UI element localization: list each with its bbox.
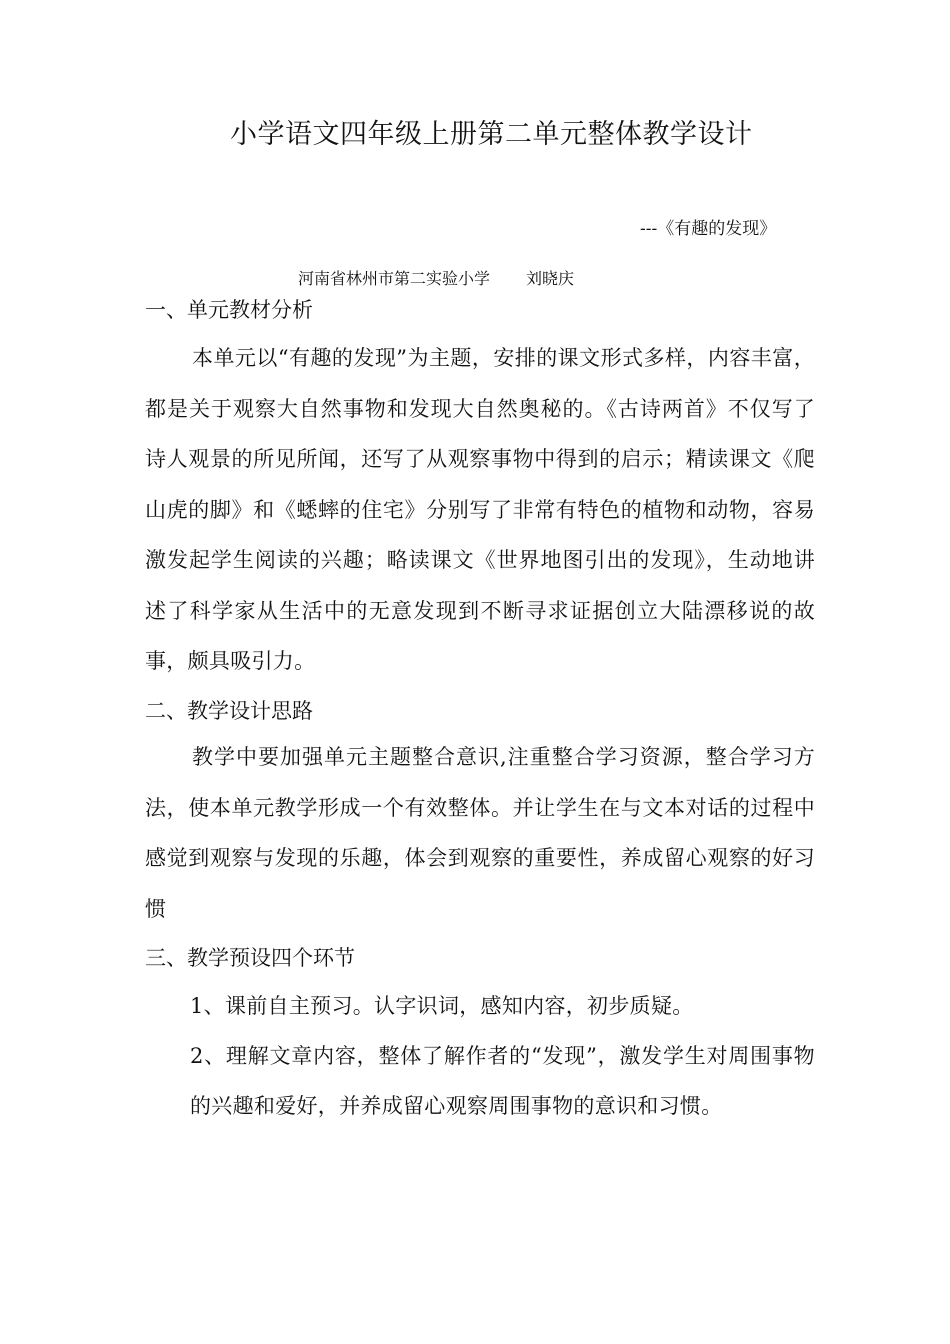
section-3-item-2: 2、理解文章内容，整体了解作者的“发现”，激发学生对周围事物的兴趣和爱好，并养成留心观察周围事物的意识和习惯。 — [190, 1044, 815, 1118]
section-1-paragraph: 本单元以“有趣的发现”为主题，安排的课文形式多样，内容丰富，都是关于观察大自然事物和发现大自然奥秘的。《古诗两首》不仅写了诗人观景的所见所闻，还写了从观察事物中得到的启示；精读课文《爬山虎的脚》和《蟋蟀的住宅》分别写了非常有特色的植物和动物，容易激发起学生阅读的兴趣；略读课文《世界地图引出的发现》，生动地讲述了科学家从生活中的无意发现到不断寻求证据创立大陆漂移说的故事，颇具吸引力。 — [145, 346, 815, 673]
document-subtitle: ---《有趣的发现》 — [640, 219, 777, 239]
document-title: 小学语文四年级上册第二单元整体教学设计 — [230, 119, 753, 150]
author-line — [298, 266, 574, 289]
section-3-heading: 三、教学预设四个环节 — [145, 946, 355, 970]
section-2-paragraph: 教学中要加强单元主题整合意识,注重整合学习资源，整合学习方法，使本单元教学形成一个有效整体。并让学生在与文本对话的过程中感觉到观察与发现的乐趣，体会到观察的重要性，养成留心观察的好习惯 — [145, 745, 815, 921]
section-2-heading: 二、教学设计思路 — [145, 699, 313, 723]
section-1-heading: 一、单元教材分析 — [145, 298, 313, 322]
school-name: 河南省林州市第二实验小学 — [298, 269, 491, 288]
author-name: 刘晓庆 — [526, 269, 575, 288]
section-3-item-1: 1、课前自主预习。认字识词，感知内容，初步质疑。 — [190, 994, 694, 1018]
